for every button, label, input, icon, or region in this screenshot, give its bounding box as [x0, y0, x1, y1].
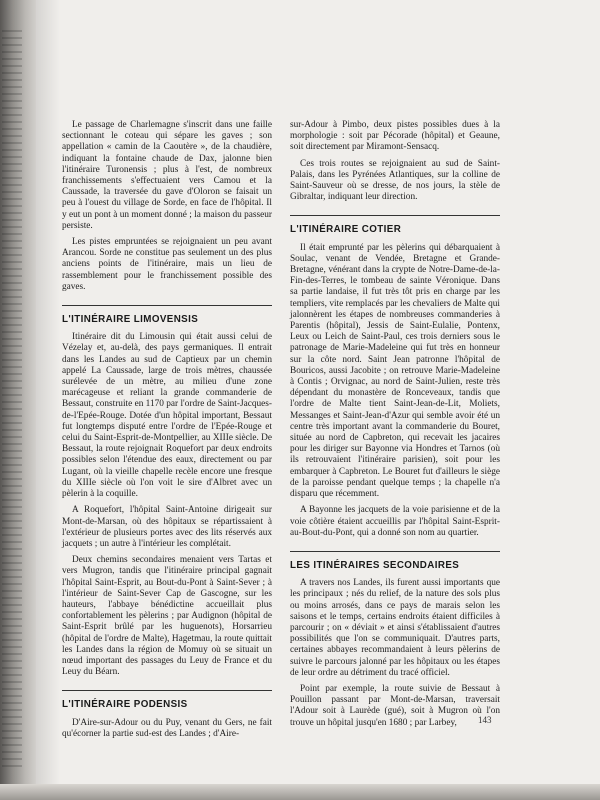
limovensis-paragraph: Itinéraire dit du Limousin qui était aussi celui de Vézelay et, au-delà, des pays germaniques. Il entrait dans les Landes au sud de Captieux par un chemin appelé La Caussade, large de trois mètres, chaussée surélevée de un mètre, au milieu d'une zone marécageuse et reliant la grande commanderie de Bessaut, construite en 1170 par l'ordre de Saint-Jacques-de-l'Epée-Rouge. Dotée d'un hôpital important, Bessaut fut longtemps disputé entre l'ordre de l'Epée-Rouge et celui du Saint-Esprit-de-Montpellier, au XIIIe siècle. De Bessaut, la route rejoignait Roquefort par deux endroits possibles selon l'étendue des eaux, directement ou par Lugant, où la vieille chapelle recèle encore une fresque du XIIIe siècle où l'on voit le sire d'Albret avec un pèlerin à la coquille.	[62, 332, 272, 500]
cotier-paragraph: Il était emprunté par les pèlerins qui débarquaient à Soulac, venant de Vendée, Bretagne et Grande-Bretagne, vénérant dans la crypte de Notre-Dame-de-la-Fin-des-Terres, le tombeau de sainte Véronique. Dans sa partie landaise, il fut très tôt pris en charge par les templiers, vite remplacés par les chevaliers de Malte qui jalonnèrent les étapes de nombreuses commanderies à Parentis (hôpital), Jessis de Saint-Eulalie, Pontenx, Leux ou Leich de Saint-Paul, ces trois derniers sous le patronage de Marie-Madeleine qui fut très en honneur sur la côte nord. Saint Jean patronne l'hôpital de Bouricos, aussi Jacobite ; on retrouve Marie-Madeleine à Contis ; Orvignac, au nord de Saint-Julien, reste très dépendant du monastère de Ronceveaux, tandis que l'ordre de Malte tient Saint-Jean-de-Lit, Moliets, Messanges et Saint-Jean-d'Azur qui semble avoir été un centre très important avant la commanderie du Bouret, située au nord de Capbreton, qui recevait les jacaires pour les diriger sur Bayonne via Hondres et Tarnos (où ils retrouvaient l'itinéraire parisien), soit pour les embarquer à Capbreton. Le Bouret fut d'ailleurs le siège de la paroisse pendant quelque temps ; la chapelle n'a disparu que récemment.	[290, 242, 500, 500]
right-column	[290, 120, 500, 734]
section-heading-limovensis: L'ITINÉRAIRE LIMOVENSIS	[62, 305, 272, 325]
intro-paragraph: Les pistes empruntées se rejoignaient un peu avant Arancou. Sorde ne constitue pas seulement un des plus anciens points de l'itinéraire, mais un lieu de rassemblement pour le franchissement possible des gaves.	[62, 237, 272, 292]
secondaires-paragraph: A travers nos Landes, ils furent aussi importants que les principaux ; nés du relief, de la nature des sols plus ou moins arrosés, dans ce pays de marais selon les saisons et le temps, certains endroits étaient difficiles à parcourir ; on « déviait » et ainsi s'établissaient d'autres possibilités que l'on se communiquait. D'autres parts, certaines abbayes recommandaient à leurs pèlerins de suivre le parcours jalonné par les hôpitaux ou les étapes de leur ordre au détriment du tracé officiel.	[290, 578, 500, 678]
secondaires-paragraph: Point par exemple, la route suivie de Bessaut à Pouillon passant par Mont-de-Marsan, traversait l'Adour soit à Laurède (gué), soit à Mugron où l'on trouve un hôpital jusqu'en 1680 ; par Larbey,	[290, 683, 500, 728]
left-column	[62, 120, 272, 745]
cotier-paragraph: A Bayonne les jacquets de la voie parisienne et de la voie côtière étaient accueillis par l'hôpital Saint-Esprit-au-Bout-du-Pont, qui a donné son nom au quartier.	[290, 505, 500, 538]
podensis-continuation: sur-Adour à Pimbo, deux pistes possibles dues à la morphologie : soit par Pécorade (hôpital) et Geaune, soit directement par Miramont-Sensacq.	[290, 120, 500, 153]
section-heading-podensis: L'ITINÉRAIRE PODENSIS	[62, 690, 272, 710]
section-heading-cotier: L'ITINÉRAIRE COTIER	[290, 215, 500, 235]
page-bottom-edge	[0, 784, 600, 800]
limovensis-paragraph: A Roquefort, l'hôpital Saint-Antoine dirigeait sur Mont-de-Marsan, où des hôpitaux se répartissaient à l'extérieur de plusieurs portes avec des lits réservés aux jacquets ; un autre à l'intérieur les complétait.	[62, 505, 272, 549]
podensis-paragraph: D'Aire-sur-Adour ou du Puy, venant du Gers, ne fait qu'écorner la partie sud-est des Landes ; d'Aire-	[62, 717, 272, 739]
section-heading-secondaires: LES ITINÉRAIRES SECONDAIRES	[290, 551, 500, 571]
page-number: 143	[478, 715, 492, 725]
limovensis-paragraph: Deux chemins secondaires menaient vers Tartas et vers Mugron, tandis que l'itinéraire principal gagnait l'hôpital Saint-Esprit, au Bout-du-Pont à Saint-Sever ; à l'intérieur de Saint-Sever Cap de Gascogne, sur les hauteurs, l'abbaye bénédictine accueillait plus confortablement les pèlerins ; par Audignon (hôpital de Saint-Esprit brûlé par les huguenots), Horsarrieu (hôpital de l'ordre de Malte), Hagetmau, la route quittait les Landes dans la région de Momuy où se situait un nœud important des passages du Leuy de France et du Leuy du Béarn.	[62, 555, 272, 678]
book-spine	[0, 0, 36, 800]
intro-paragraph: Le passage de Charlemagne s'inscrit dans une faille sectionnant le coteau qui sépare les gaves ; son appellation « camin de la Caoutère », de la chaudière, indiquant la fontaine chaude de Dax, jalonne bien l'itinéraire Turonensis ; plus à l'est, de nombreux franchissements s'effectuaient vers Camou et la Caussade, la traversée du gave d'Oloron se faisait un peu à l'ouest du village de Sorde, en face de l'hôpital. Il y eut un pont à un moment donné ; la maison du passeur persiste.	[62, 120, 272, 231]
routes-junction-paragraph: Ces trois routes se rejoignaient au sud de Saint-Palais, dans les Pyrénées Atlantiques, sur la colline de Saint-Sauveur où se dresse, de nos jours, la stèle de Gibraltar, indiquant leur direction.	[290, 158, 500, 203]
facing-page-text	[2, 30, 22, 770]
